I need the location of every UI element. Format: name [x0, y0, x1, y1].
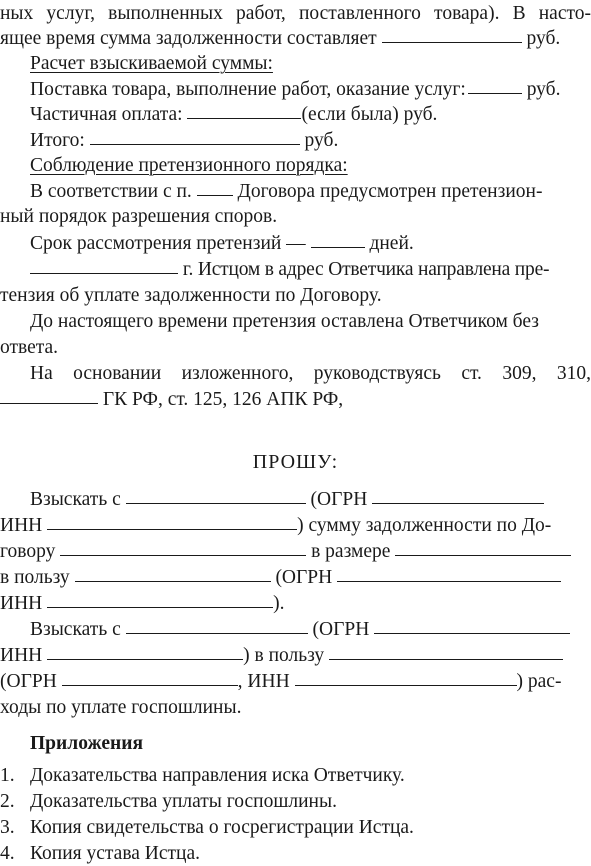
- text-line: [0, 696, 591, 720]
- underlined-heading: Соблюдение претензионного порядка:: [30, 155, 348, 176]
- text: Частичная оплата:: [30, 104, 183, 125]
- text: ).: [273, 593, 285, 614]
- text: Итого:: [30, 130, 85, 151]
- text: руб.: [526, 28, 561, 49]
- text-line: [0, 336, 591, 360]
- text: , ИНН: [237, 671, 290, 692]
- text-line: [30, 618, 591, 642]
- blank-field: [75, 580, 271, 582]
- blank-field: [47, 606, 273, 608]
- text-line: [30, 103, 591, 127]
- list-item: [0, 842, 591, 866]
- text: Поставка товара, выполнение работ, оказание услуг:: [30, 79, 466, 100]
- text: дней.: [369, 233, 414, 254]
- list-number: 1.: [0, 765, 15, 786]
- blank-field: [337, 580, 561, 582]
- text: ИНН: [0, 515, 43, 536]
- text-line: [0, 514, 591, 538]
- blank-field: [382, 41, 522, 43]
- list-text: Доказательства направления иска Ответчику.: [30, 765, 405, 786]
- text: в размере: [311, 541, 391, 562]
- text: г. Истцом в адрес Ответчика направлена пре-: [182, 259, 550, 280]
- text-line: [0, 2, 591, 26]
- text: ИНН: [0, 593, 43, 614]
- text-line: [30, 362, 591, 386]
- heading-text: ПРОШУ:: [252, 451, 339, 473]
- list-item: [0, 816, 591, 840]
- text: До настоящего времени претензия оставлена Ответчиком без: [30, 311, 539, 332]
- list-text: Доказательства уплаты госпошлины.: [30, 791, 337, 812]
- text-line: [0, 592, 591, 616]
- blank-field: [30, 272, 178, 274]
- text-line: [0, 566, 591, 590]
- blank-field: [374, 632, 570, 634]
- text: в пользу: [0, 567, 70, 588]
- list-number: 2.: [0, 791, 15, 812]
- blank-field: [372, 502, 544, 504]
- list-number: 4.: [0, 843, 15, 864]
- list-text: Копия устава Истца.: [30, 843, 201, 864]
- text: руб.: [304, 130, 339, 151]
- section-heading: [30, 154, 591, 178]
- blank-field: [197, 194, 233, 196]
- text-line: [0, 670, 591, 694]
- section-heading: [30, 52, 591, 76]
- text-line: [0, 205, 591, 229]
- text-line: [30, 78, 591, 102]
- list-number: 3.: [0, 817, 15, 838]
- text: (если была) руб.: [301, 104, 438, 125]
- text-line: [0, 540, 591, 564]
- blank-field: [0, 402, 98, 404]
- text: (ОГРН: [0, 671, 57, 692]
- list-text: Копия свидетельства о госрегистрации Истца.: [30, 817, 414, 838]
- text: говору: [0, 541, 56, 562]
- text-line: [30, 129, 591, 153]
- text-line: [0, 27, 591, 51]
- text: (ОГРН: [275, 567, 333, 588]
- text: В соответствии с п.: [30, 181, 192, 202]
- blank-field: [468, 92, 522, 94]
- text-line: [0, 284, 591, 308]
- text-line: [30, 310, 591, 334]
- text: Срок рассмотрения претензий —: [30, 233, 306, 254]
- underlined-heading: Расчет взыскиваемой суммы:: [30, 53, 273, 74]
- title-text: Приложения: [30, 733, 144, 754]
- text-line: [0, 644, 591, 668]
- blank-field: [60, 554, 306, 556]
- text-line: [30, 488, 591, 512]
- blank-field: [187, 117, 301, 119]
- text: ГК РФ, ст. 125, 126 АПК РФ,: [102, 389, 344, 410]
- request-heading: [0, 450, 591, 474]
- blank-field: [62, 684, 238, 686]
- blank-field: [395, 554, 571, 556]
- blank-field: [47, 528, 297, 530]
- blank-field: [311, 246, 365, 248]
- text-line: [30, 258, 591, 282]
- blank-field: [47, 658, 243, 660]
- attachments-title: [30, 732, 591, 756]
- blank-field: [126, 502, 306, 504]
- text-line: [0, 388, 591, 412]
- text: ный порядок разрешения споров.: [0, 206, 278, 227]
- text: руб.: [526, 79, 561, 100]
- text: Взыскать с: [30, 619, 121, 640]
- text: (ОГРН: [310, 489, 368, 510]
- blank-field: [90, 143, 300, 145]
- blank-field: [329, 658, 563, 660]
- text-line: [30, 232, 591, 256]
- text: ) сумму задолженности по До-: [297, 515, 552, 536]
- text: ящее время сумма задолженности составляет: [0, 28, 377, 49]
- text: ) в пользу: [243, 645, 325, 666]
- text: ответа.: [0, 337, 59, 358]
- blank-field: [126, 632, 308, 634]
- text: ИНН: [0, 645, 43, 666]
- blank-field: [295, 684, 517, 686]
- text: ) рас-: [516, 671, 562, 692]
- text: На основании изложенного, руководствуясь ст. 309, 310,: [30, 363, 591, 384]
- text: ных услуг, выполненных работ, поставленного товара). В насто-: [0, 3, 591, 24]
- text: Договора предусмотрен претензион-: [237, 181, 543, 202]
- list-item: [0, 764, 591, 788]
- text: ходы по уплате госпошлины.: [0, 697, 242, 718]
- text: тензия об уплате задолженности по Договору.: [0, 285, 382, 306]
- text: (ОГРН: [312, 619, 370, 640]
- list-item: [0, 790, 591, 814]
- text: Взыскать с: [30, 489, 121, 510]
- text-line: [30, 180, 591, 204]
